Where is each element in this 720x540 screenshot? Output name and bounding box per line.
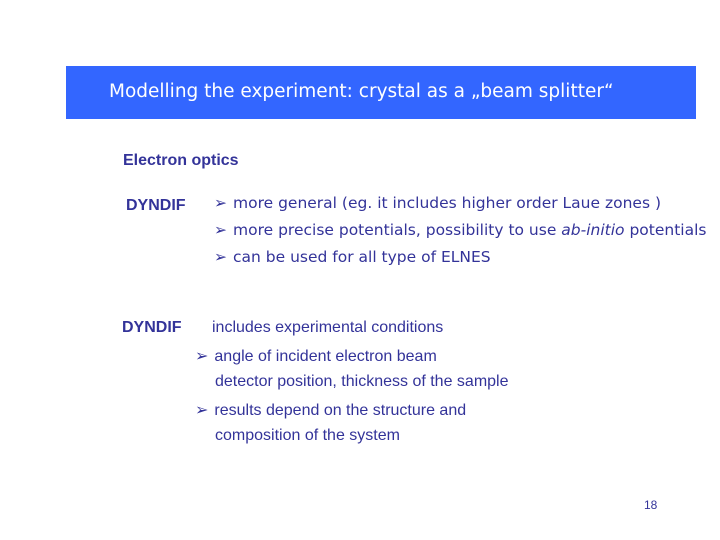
block1-bullet-3 <box>214 248 491 266</box>
block2-bullet-1 <box>195 346 437 366</box>
arrow-bullet-icon: ➢ <box>214 221 227 239</box>
slide-title: Modelling the experiment: crystal as a „beam splitter“ <box>109 81 614 102</box>
block1-bullet-1 <box>214 194 661 212</box>
bullet-text: results depend on the structure and <box>214 402 467 419</box>
arrow-bullet-icon: ➢ <box>214 248 227 266</box>
bullet-text-italic: ab-initio <box>561 221 625 239</box>
block1-bullet-2 <box>214 221 706 239</box>
block2-label: DYNDIF <box>122 319 182 336</box>
block2-line-2: detector position, thickness of the sample <box>215 373 509 390</box>
bullet-text: angle of incident electron beam <box>214 348 437 365</box>
block2-line-4: composition of the system <box>215 427 400 444</box>
title-bar <box>66 66 696 119</box>
block2-bullet-2 <box>195 400 466 420</box>
bullet-text: more general (eg. it includes higher order Laue zones ) <box>233 194 661 212</box>
bullet-text: can be used for all type of ELNES <box>233 248 491 266</box>
bullet-text-end: potentials <box>624 221 707 239</box>
block2-intro: includes experimental conditions <box>212 319 444 336</box>
section-heading: Electron optics <box>123 152 239 169</box>
arrow-bullet-icon: ➢ <box>214 194 227 212</box>
arrow-bullet-icon: ➢ <box>195 348 209 365</box>
block1-label: DYNDIF <box>126 197 186 214</box>
arrow-bullet-icon: ➢ <box>195 402 209 419</box>
bullet-text: more precise potentials, possibility to use <box>233 221 562 239</box>
page-number: 18 <box>644 498 658 512</box>
